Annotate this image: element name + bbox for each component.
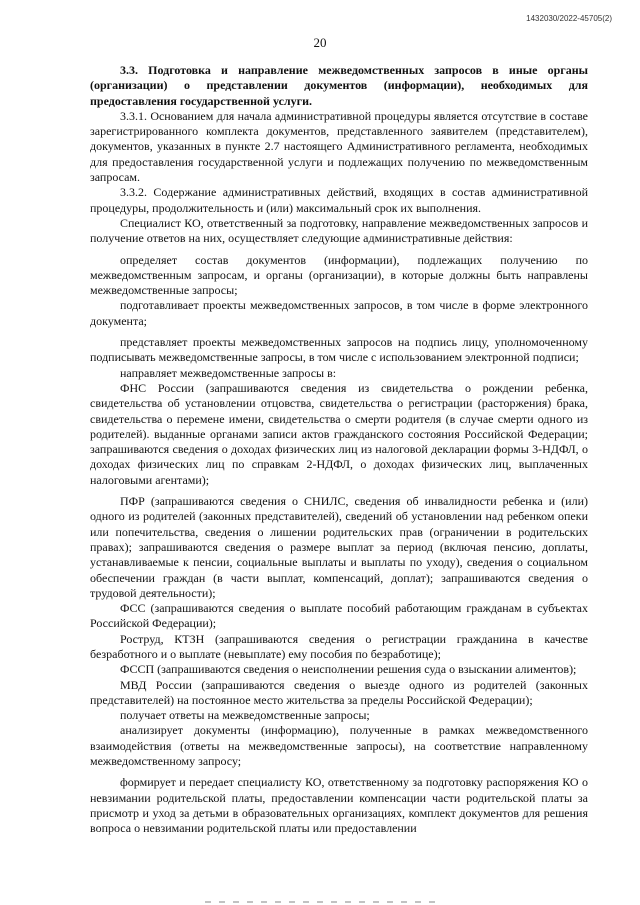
list-item-fssp: ФССП (запрашиваются сведения о неисполнении решения суда о взыскании алиментов); — [120, 662, 577, 677]
list-item-analyzes: анализирует документы (информацию), полученные в рамках межведомственного взаимодействия (ответы на межведомственные запросы), на соответствие направленному межведомственному запросу; — [90, 723, 588, 769]
paragraph-3-3-1: 3.3.1. Основанием для начала административной процедуры является отсутствие в составе зарегистрированного комплекта документов, представленного заявителем (представителем), документов, указанных в пункте 2.7 настоящего Административного регламента, необходимых для предоставления государственной услуги и подлежащих получению по межведомственным запросам. — [90, 108, 588, 185]
section-heading: 3.3. Подготовка и направление межведомственных запросов в иные органы (организации) о представлении документов (информации), необходимых для предоставления государственной услуги. — [90, 63, 588, 108]
list-item-fss: ФСС (запрашиваются сведения о выплате пособий работающим гражданам в субъектах Российской Федерации); — [90, 601, 588, 631]
list-item-sends: направляет межведомственные запросы в: — [120, 365, 337, 380]
document-body — [90, 63, 588, 837]
list-item-rostrud: Роструд, КТЗН (запрашиваются сведения о регистрации гражданина в качестве безработного и о выплате (невыплате) ему пособия по безработице); — [90, 631, 588, 661]
list-item-mvd: МВД России (запрашиваются сведения о выезде одного из родителей (законных представителей) на постоянное место жительства за пределы Российской Федерации); — [90, 677, 588, 707]
page-number: 20 — [313, 35, 327, 50]
list-item-presents: представляет проекты межведомственных запросов на подпись лицу, уполномоченному подписывать межведомственные запросы, в том числе с использованием электронной подписи; — [90, 335, 588, 365]
list-item-pfr: ПФР (запрашиваются сведения о СНИЛС, сведения об инвалидности ребенка и (или) одного из родителей (законных представителей), сведений об установлении над ребенком опеки или попечительства, сведения о лишении родительских прав (ограничении в родительских правах); запрашиваются сведения о размере выплат за период (включая пенсию, доплаты, устанавливаемые к пенсии, социальные выплаты и выплаты по уходу), сведения о социальном обеспечении граждан (в части выплат, компенсаций, доплат); запрашиваются сведения о трудовой деятельности); — [90, 494, 588, 600]
list-item-prepares: подготавливает проекты межведомственных запросов, в том числе в форме электронного документа; — [90, 298, 588, 328]
list-item-receives: получает ответы на межведомственные запросы; — [120, 708, 370, 723]
document-registration-number: 1432030/2022-45705(2) — [526, 14, 612, 23]
scan-artifact — [205, 901, 435, 903]
paragraph-3-3-2: 3.3.2. Содержание административных действий, входящих в состав административной процедуры, продолжительность и (или) максимальный срок их выполнения. — [90, 185, 588, 215]
list-item-fns: ФНС России (запрашиваются сведения из свидетельства о рождении ребенка, свидетельства об установлении отцовства, свидетельства о регистрации (расторжения) брака, свидетельства о перемене имени, свидетельства о смерти родителя (в случае смерти одного из родителей). выданные органами записи актов гражданского состояния Российской Федерации; запрашиваются сведения о доходах физических лиц из налоговой декларации формы 3-НДФЛ, о доходах физических лиц по справкам 2-НДФЛ, о доходах физических лиц, выплаченных налоговыми агентами); — [90, 380, 588, 487]
list-item-forms: формирует и передает специалисту КО, ответственному за подготовку распоряжения КО о невзимании родительской платы, предоставлении компенсации части родительской платы за присмотр и уход за детьми в образовательных организациях, комплект документов для решения вопроса о невзимании родительской платы или предоставлении — [90, 775, 588, 836]
list-item-determines: определяет состав документов (информации), подлежащих получению по межведомственным запросам, и органы (организации), в которые должны быть направлены межведомственные запросы; — [90, 252, 588, 298]
paragraph-specialist-actions: Специалист КО, ответственный за подготовку, направление межведомственных запросов и получение ответов на них, осуществляет следующие административные действия: — [90, 215, 588, 246]
